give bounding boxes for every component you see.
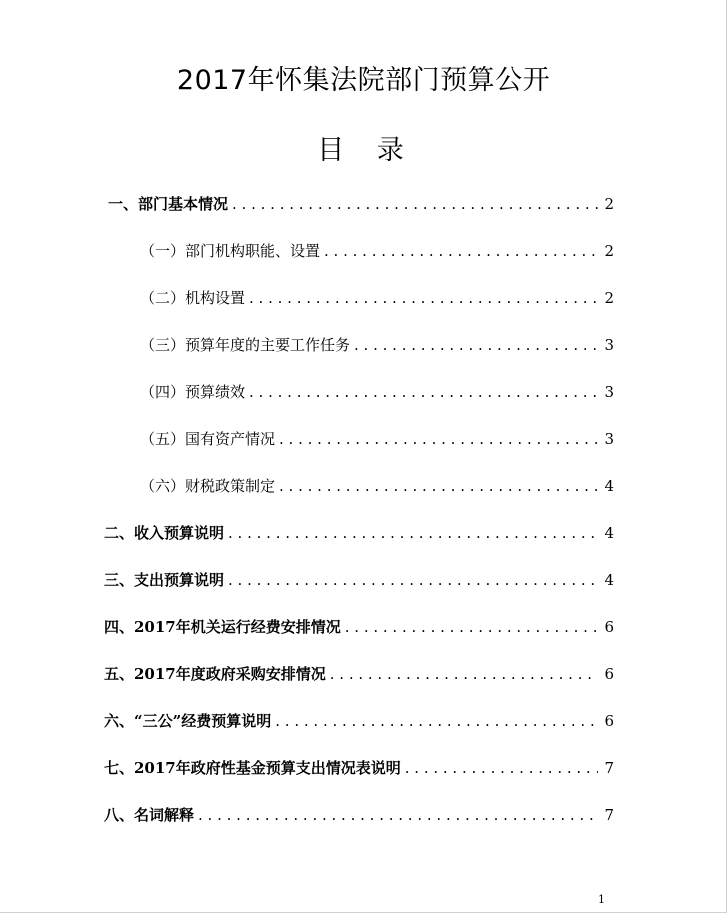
- toc-entry-label: （五）国有资产情况: [140, 430, 276, 448]
- toc-entry-label: （四）预算绩效: [140, 383, 246, 401]
- toc-entry-page: 2: [604, 289, 614, 307]
- toc-entry-page: 6: [604, 665, 614, 683]
- toc-leader: [249, 383, 598, 401]
- toc-entry-label: 六、“三公”经费预算说明: [104, 712, 272, 730]
- toc-leader: [330, 665, 599, 683]
- toc-entry-1-4[interactable]: [140, 381, 614, 407]
- toc-leader: [228, 524, 598, 542]
- toc-entry-label: 三、支出预算说明: [104, 571, 225, 589]
- toc-entry-8[interactable]: [104, 804, 614, 830]
- toc-entry-page: 2: [604, 195, 614, 213]
- toc-entry-label: 四、2017年机关运行经费安排情况: [104, 618, 341, 636]
- toc-entry-page: 6: [604, 712, 614, 730]
- toc-leader: [354, 336, 598, 354]
- toc-entry-page: 3: [604, 430, 614, 448]
- toc-entry-1-5[interactable]: [140, 428, 614, 454]
- toc-entry-page: 4: [604, 477, 614, 495]
- toc-leader: [228, 571, 598, 589]
- toc-leader: [279, 430, 598, 448]
- toc-entry-page: 2: [604, 242, 614, 260]
- toc-entry-label: 一、部门基本情况: [108, 195, 229, 213]
- toc-entry-page: 3: [604, 336, 614, 354]
- toc-entry-label: （六）财税政策制定: [140, 477, 276, 495]
- toc-entry-1-2[interactable]: [140, 287, 614, 313]
- toc-entry-3[interactable]: [104, 569, 614, 595]
- toc-leader: [324, 242, 598, 260]
- toc-entry-2[interactable]: [104, 522, 614, 548]
- toc-heading: 目 录: [317, 135, 416, 166]
- toc-entry-label: （三）预算年度的主要工作任务: [140, 336, 351, 354]
- toc-entry-1-3[interactable]: [140, 334, 614, 360]
- toc-entry-page: 7: [604, 759, 614, 777]
- toc-entry-page: 7: [604, 806, 614, 824]
- toc-leader: [249, 289, 598, 307]
- toc-entry-page: 6: [604, 618, 614, 636]
- toc-entry-page: 3: [604, 383, 614, 401]
- toc-leader: [275, 712, 598, 730]
- toc-leader: [279, 477, 598, 495]
- page-number: 1: [598, 893, 605, 906]
- toc-leader: [405, 759, 599, 777]
- toc-entry-label: 八、名词解释: [104, 806, 195, 824]
- toc-entry-1-6[interactable]: [140, 475, 614, 501]
- document-title: 2017年怀集法院部门预算公开: [176, 65, 551, 96]
- toc-entry-label: 二、收入预算说明: [104, 524, 225, 542]
- toc-entry-1[interactable]: [108, 193, 614, 219]
- toc-entry-7[interactable]: [104, 757, 614, 783]
- toc-entry-label: （一）部门机构职能、设置: [140, 242, 321, 260]
- toc-entry-label: 七、2017年政府性基金预算支出情况表说明: [104, 759, 401, 777]
- toc-leader: [345, 618, 599, 636]
- toc-leader: [232, 195, 598, 213]
- toc-entry-1-1[interactable]: [140, 240, 614, 266]
- toc-leader: [198, 806, 598, 824]
- toc-entry-label: 五、2017年度政府采购安排情况: [104, 665, 326, 683]
- toc-entry-label: （二）机构设置: [140, 289, 246, 307]
- toc-entry-6[interactable]: [104, 710, 614, 736]
- toc-entry-5[interactable]: [104, 663, 614, 689]
- toc-entry-page: 4: [604, 571, 614, 589]
- toc-entry-page: 4: [604, 524, 614, 542]
- toc-entry-4[interactable]: [104, 616, 614, 642]
